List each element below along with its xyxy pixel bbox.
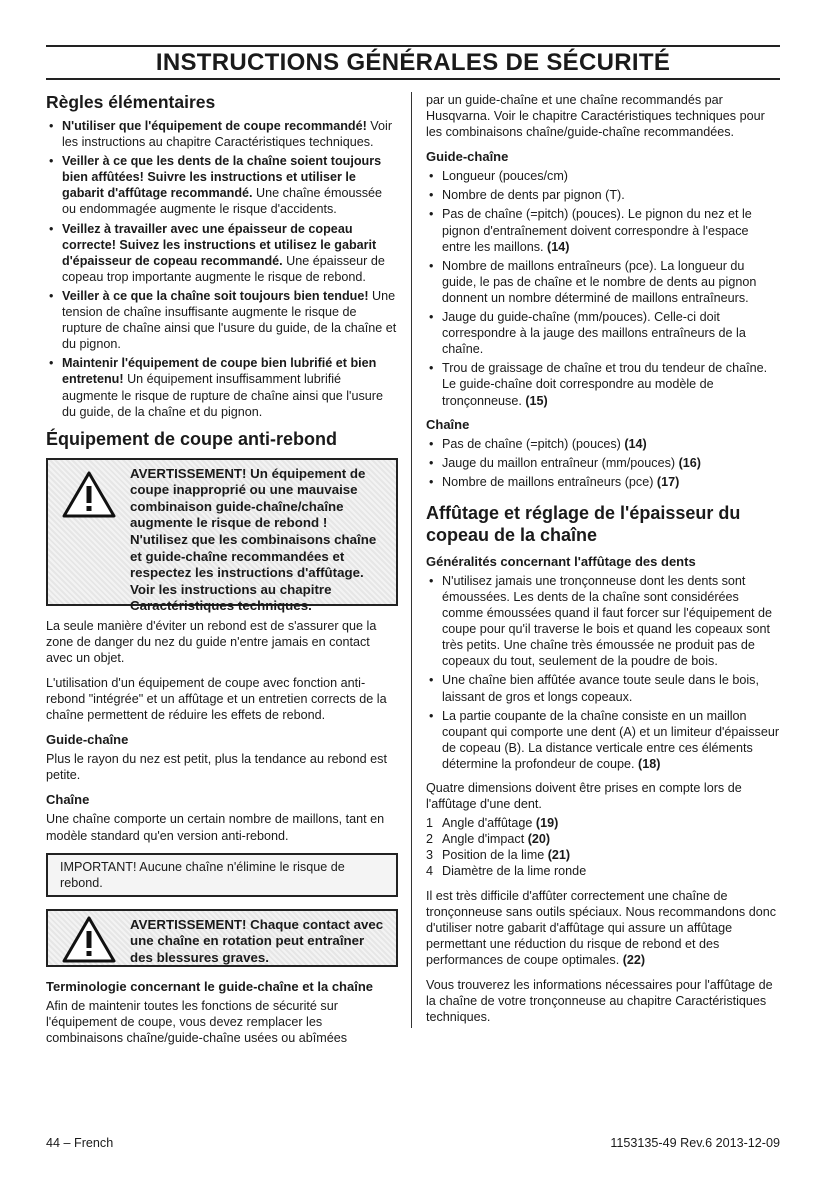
list-item-text: Nombre de maillons entraîneurs (pce). La longueur du guide, le pas de chaîne et le nombre de dents au pignon donnent un nombre déterminé de maillons entraîneurs. — [442, 258, 757, 305]
page-title: INSTRUCTIONS GÉNÉRALES DE SÉCURITÉ — [155, 49, 671, 76]
figure-ref: (21) — [547, 848, 571, 863]
list-item-text: Jauge du guide-chaîne (mm/pouces). Celle-ci doit correspondre à la jauge des maillons entraîneurs de la chaîne. — [442, 310, 746, 357]
paragraph: Plus le rayon du nez est petit, plus la tendance au rebond est petite. — [46, 752, 387, 783]
list-item — [426, 455, 780, 471]
list-item-text: Pas de chaîne (=pitch) (pouces) — [442, 436, 625, 451]
list-item-text: Trou de graissage de chaîne et trou du tendeur de chaîne. Le guide-chaîne doit correspondre au modèle de tronçonneuse. — [442, 361, 768, 408]
paragraph: Une chaîne comporte un certain nombre de maillons, tant en modèle standard qu'en version anti-rebond. — [46, 812, 385, 843]
figure-ref: (14) — [624, 436, 647, 451]
list-item-text: N'utilisez jamais une tronçonneuse dont les dents sont émoussées. Les dents de la chaîne sont considérées comme émoussées quand il faut forcer sur l'équipement de coupe pour qu'il traverse le bois et quand les copeaux sont très petits. Une chaîne très émoussée ne produit pas de copeaux du tout, seulement de la poudre de bois. — [442, 573, 773, 669]
list-item — [426, 187, 780, 203]
figure-ref: (20) — [527, 832, 551, 847]
list-item — [426, 258, 780, 306]
regles-heading: Règles élémentaires — [46, 92, 216, 112]
list-item — [46, 221, 398, 285]
warning-box-kickback — [46, 458, 398, 614]
list-item-text: Nombre de maillons entraîneurs (pce) — [442, 474, 657, 489]
paragraph: par un guide-chaîne et une chaîne recommandés par Husqvarna. Voir le chapitre Caractéristiques techniques pour les combinaisons chaîne/guide-chaîne recommandées. — [426, 93, 765, 140]
dimensions-list — [426, 815, 780, 879]
list-item-text: Angle d'impact — [442, 832, 528, 847]
paragraph-text: Il est très difficile d'affûter correctement une chaîne de tronçonneuse sans outils spéciaux. Nous recommandons donc d'utiliser notre gabarit d'affûtage qui assure un affûtage permettant une réduction du risque de rebond et des performances de coupe optimales. — [426, 888, 777, 967]
figure-ref: (16) — [678, 455, 702, 470]
list-number: 3 — [426, 848, 434, 863]
list-item-text: Position de la lime — [442, 848, 548, 863]
warning-text: AVERTISSEMENT! Chaque contact avec une chaîne en rotation peut entraîner des blessures graves. — [130, 916, 384, 965]
list-item — [426, 672, 780, 704]
paragraph: La seule manière d'éviter un rebond est de s'assurer que la zone de danger du nez du guide n'entre jamais en contact avec un objet. — [46, 618, 377, 665]
list-item — [46, 118, 398, 150]
warning-text: AVERTISSEMENT! Un équipement de coupe inapproprié ou une mauvaise combinaison guide-chaîne/chaîne augmente le risque de rebond ! N'utilisez que les combinaisons chaîne et guide-chaîne recommandées et respectez les instructions d'affûtage. Voir les instructions au chapitre Caractéristiques techniques. — [130, 465, 377, 614]
list-item-bold: Veiller à ce que les dents de la chaîne soient toujours bien affûtées! Suivre les instructions et utiliser le gabarit d'affûtage recommandé. — [62, 154, 382, 201]
paragraph — [426, 888, 780, 968]
list-item-text: Une chaîne émoussée ou endommagée augmente le risque d'accidents. — [62, 186, 383, 217]
warning-box-contact — [46, 909, 398, 967]
list-item-bold: Veiller à ce que la chaîne soit toujours bien tendue! — [62, 288, 369, 303]
list-item — [426, 815, 780, 831]
list-item — [426, 863, 780, 879]
terminologie-heading: Terminologie concernant le guide-chaîne et la chaîne — [46, 978, 373, 994]
list-item-text: Une épaisseur de copeau trop importante augmente le risque de rebond. — [62, 253, 385, 284]
list-item-text: Une tension de chaîne insuffisante augmente le risque de rupture de chaîne ainsi que l'usure du guide, de la chaîne et du pignon. — [62, 288, 397, 352]
title-rule-bottom — [46, 78, 780, 80]
figure-ref: (14) — [547, 239, 570, 254]
list-item-text: Une chaîne bien affûtée avance toute seule dans le bois, laissant de gros et longs copeaux. — [442, 673, 759, 704]
list-item — [426, 309, 780, 357]
list-item-text: La partie coupante de la chaîne consiste en un maillon coupant qui comporte une dent (A) et un limiteur d'épaisseur de copeau (B). La distance verticale entre ces éléments détermine la profondeur de coupe. — [442, 708, 780, 771]
paragraph: L'utilisation d'un équipement de coupe avec fonction anti-rebond "intégrée" et un affûtage et un entretien corrects de la chaîne permettent de réduire les effets de rebond. — [46, 675, 387, 723]
figure-ref: (18) — [638, 756, 661, 771]
list-number: 2 — [426, 832, 434, 847]
figure-ref: (17) — [656, 474, 680, 489]
figure-ref: (15) — [525, 393, 548, 408]
left-column — [46, 92, 398, 1055]
warning-triangle-icon — [62, 915, 116, 963]
list-item — [46, 153, 398, 217]
list-item-bold: N'utiliser que l'équipement de coupe recommandé! — [62, 119, 367, 133]
important-box: IMPORTANT! Aucune chaîne n'élimine le risque de rebond. — [46, 853, 398, 897]
list-item-text: Longueur (pouces/cm) — [442, 169, 569, 184]
list-item — [426, 847, 780, 863]
affutage-heading: Affûtage et réglage de l'épaisseur du copeau de la chaîne — [426, 502, 741, 545]
footer-page-number: 44 – French — [46, 1136, 114, 1150]
figure-ref: (22) — [622, 952, 646, 967]
list-item — [426, 573, 780, 670]
list-item — [426, 206, 780, 254]
paragraph: Quatre dimensions doivent être prises en compte lors de l'affûtage d'une dent. — [426, 781, 742, 812]
list-item — [426, 436, 780, 452]
list-item — [46, 288, 398, 352]
list-item-text: Voir les instructions au chapitre Caractéristiques techniques. — [62, 119, 393, 150]
warning-triangle-icon — [62, 470, 116, 518]
generalites-list — [426, 573, 780, 772]
footer-doc-id: 1153135-49 Rev.6 2013-12-09 — [610, 1136, 780, 1150]
figure-ref: (19) — [535, 816, 559, 831]
chaine-heading: Chaîne — [46, 792, 90, 808]
list-number: 4 — [426, 864, 434, 879]
title-rule-top — [46, 45, 780, 47]
list-item-text: Jauge du maillon entraîneur (mm/pouces) — [442, 455, 679, 470]
list-item — [426, 360, 780, 408]
paragraph: Vous trouverez les informations nécessaires pour l'affûtage de la chaîne de votre tronçonneuse au chapitre Caractéristiques techniques. — [426, 978, 773, 1025]
column-divider — [411, 92, 412, 1028]
list-item — [46, 355, 398, 419]
list-item — [426, 168, 780, 184]
list-item-text: Angle d'affûtage — [442, 816, 536, 831]
regles-list — [46, 118, 398, 420]
paragraph: Afin de maintenir toutes les fonctions de sécurité sur l'équipement de coupe, vous devez remplacer les combinaisons chaîne/guide-chaîne usées ou abîmées — [46, 998, 348, 1045]
right-column — [426, 92, 780, 1034]
list-item — [426, 708, 780, 772]
list-item-text: Pas de chaîne (=pitch) (pouces). Le pignon du nez et le pignon d'entraînement doivent correspondre à l'espace entre les maillons. — [442, 207, 752, 254]
anti-rebond-heading: Équipement de coupe anti-rebond — [46, 428, 338, 449]
list-item — [426, 831, 780, 847]
list-item-bold: Veillez à travailler avec une épaisseur de copeau correcte! Suivez les instructions et utilisez le gabarit d'épaisseur de copeau recommandé. — [62, 221, 377, 268]
list-item-bold: Maintenir l'équipement de coupe bien lubrifié et bien entretenu! — [62, 356, 377, 387]
guide-chaine-heading: Guide-chaîne — [426, 149, 509, 165]
guide-heading: Guide-chaîne — [46, 732, 129, 748]
chaine-heading: Chaîne — [426, 416, 470, 432]
list-number: 1 — [426, 816, 434, 831]
guide-chaine-list — [426, 168, 780, 408]
generalites-heading: Généralités concernant l'affûtage des dents — [426, 553, 696, 569]
list-item-text: Un équipement insuffisamment lubrifié augmente le risque de rupture de chaîne ainsi que l'usure du guide, de la chaîne et du pignon. — [62, 372, 383, 419]
list-item — [426, 474, 780, 490]
chaine-list — [426, 436, 780, 490]
list-item-text: Diamètre de la lime ronde — [442, 864, 587, 879]
list-item-text: Nombre de dents par pignon (T). — [442, 188, 625, 203]
